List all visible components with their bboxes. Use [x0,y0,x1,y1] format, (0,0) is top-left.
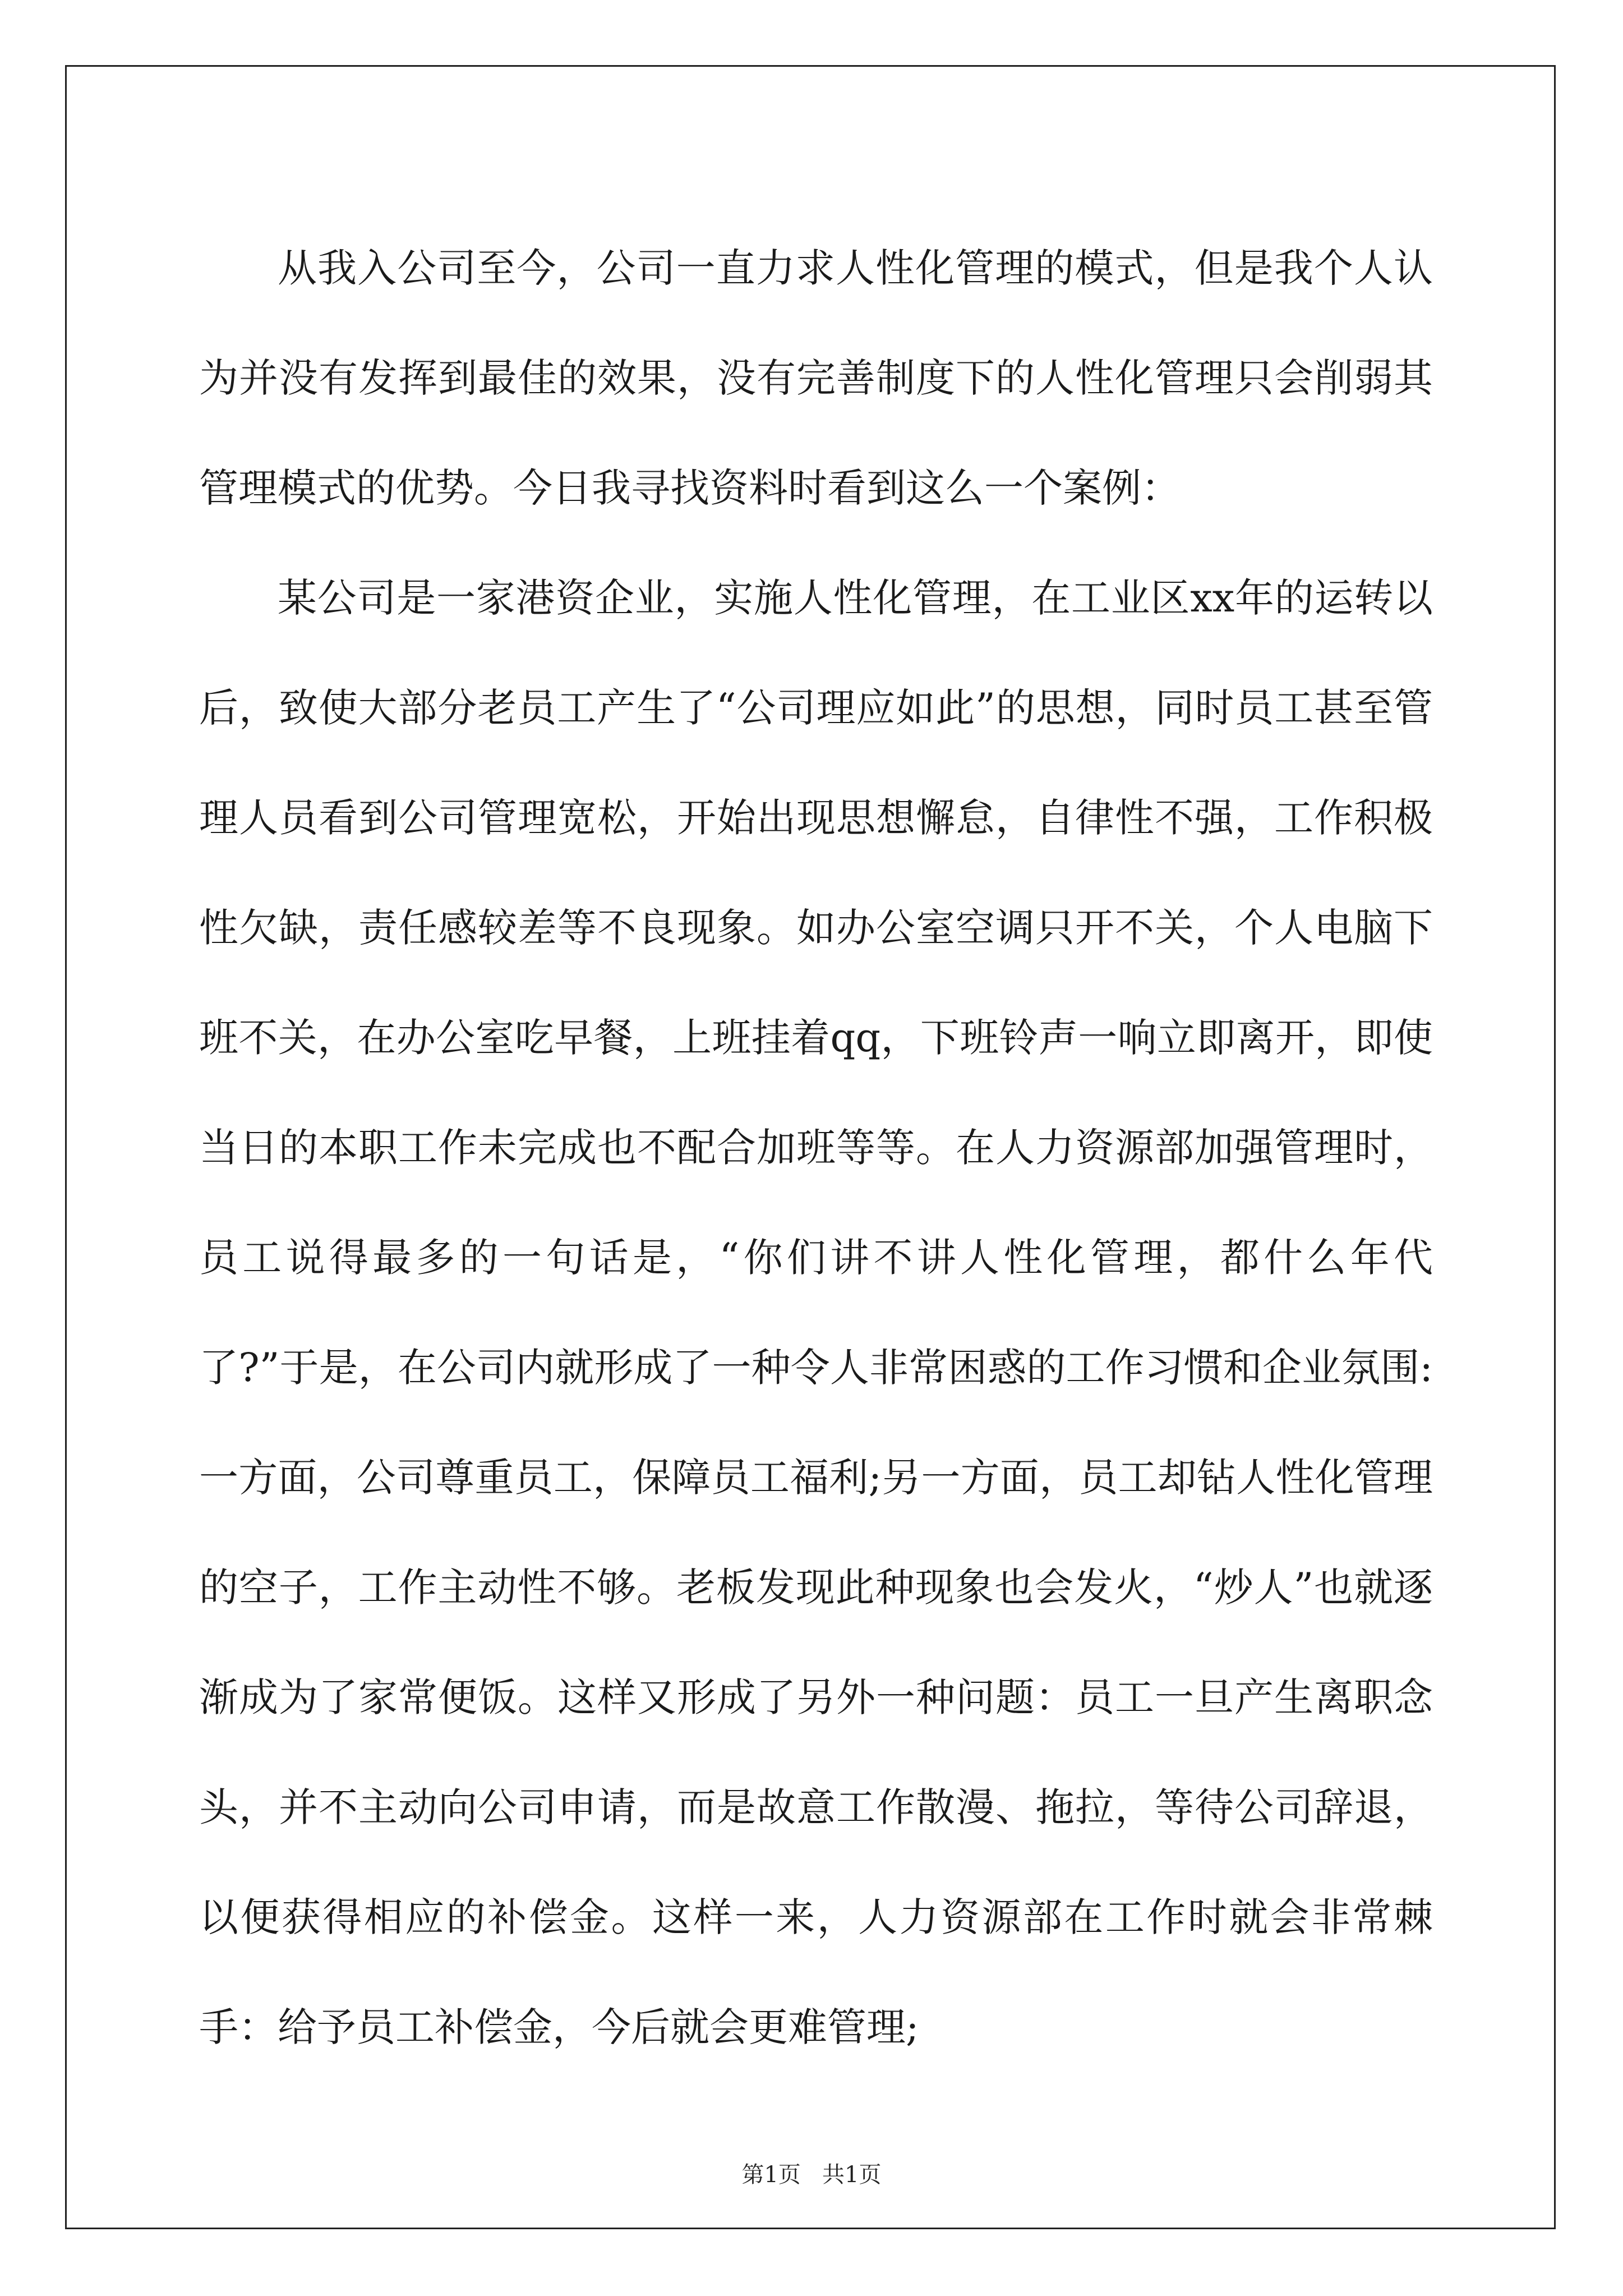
page-footer: 第1页 共1页 [741,2162,882,2188]
paragraph-case: 某公司是一家港资企业，实施人性化管理，在工业区xx年的运转以后，致使大部分老员工产生了“公司理应如此”的思想，同时员工甚至管理人员看到公司管理宽松，开始出现思想懈怠，自律性不强，工作积极性欠缺，责任感较差等不良现象。如办公室空调只开不关，个人电脑下班不关，在办公室吃早餐，上班挂着qq，下班铃声一响立即离开，即使当日的本职工作未完成也不配合加班等等。在人力资源部加强管理时，员工说得最多的一句话是，“你们讲不讲人性化管理，都什么年代了?”于是，在公司内就形成了一种令人非常困惑的工作习惯和企业氛围:一方面，公司尊重员工，保障员工福利;另一方面，员工却钻人性化管理的空子，工作主动性不够。老板发现此种现象也会发火，“炒人”也就逐渐成为了家常便饭。这样又形成了另外一种问题：员工一旦产生离职念头，并不主动向公司申请，而是故意工作散漫、拖拉，等待公司辞退，以便获得相应的补偿金。这样一来，人力资源部在工作时就会非常棘手：给予员工补偿金，今后就会更难管理; [199,575,1433,2050]
document-body [199,213,1433,2082]
paragraph-intro: 从我入公司至今，公司一直力求人性化管理的模式，但是我个人认为并没有发挥到最佳的效果，没有完善制度下的人性化管理只会削弱其管理模式的优势。今日我寻找资料时看到这么一个案例： [199,245,1433,511]
